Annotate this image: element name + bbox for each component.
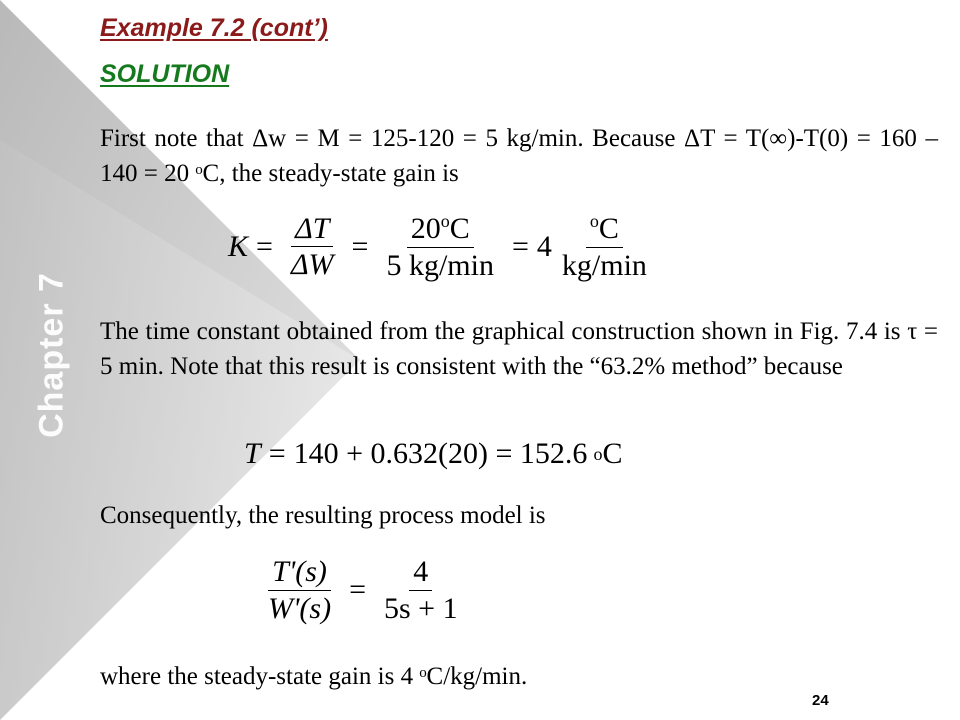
gain-symbol: K bbox=[228, 229, 249, 263]
value-fraction: $\frac{20^oC}{5 kg/\min}$ bbox=[386, 211, 494, 282]
page-number: 24 bbox=[812, 692, 829, 709]
process-model-equation: $\frac{T'(s)}{W'(s)}$ = $\frac{4}{5s + 1}$ bbox=[258, 556, 468, 624]
chapter-watermark: Chapter 7 bbox=[32, 272, 71, 438]
unit-fraction: $\frac{^oC}{kg/\min}$ bbox=[561, 211, 647, 282]
paragraph-time-constant: The time constant obtained from the graphical construction shown in Fig. 7.4 is τ = 5 min. Note that this result is consistent with the “63.2% method” because bbox=[100, 318, 938, 380]
model-lhs-fraction: $\frac{T'(s)}{W'(s)}$ bbox=[268, 555, 332, 625]
paragraph-gain-intro: First note that Δw = M = 125-120 = 5 kg/min. Because ΔT = T(∞)-T(0) = 160 – 140 = 20 ᵒC, the steady-state gain is bbox=[100, 125, 938, 187]
delta-fraction: $\frac{\Delta T}{\Delta W}$ bbox=[290, 211, 334, 281]
model-rhs-fraction: $\frac{4}{5s + 1}$ bbox=[383, 555, 458, 625]
paragraph-conclusion: where the steady-state gain is 4 ᵒC/kg/min. bbox=[100, 663, 528, 690]
paragraph-model-intro: Consequently, the resulting process model is bbox=[100, 502, 546, 529]
gain-equation: K = $\frac{\Delta T}{\Delta W}$ = $\frac{20^oC}{5 kg/\min}$ = 4 $\frac{^oC}{kg/\min}$ bbox=[228, 212, 657, 281]
temperature-equation: T = 140 + 0.632(20) = 152.6 o C bbox=[244, 437, 623, 470]
slide-title: Example 7.2 (cont’) bbox=[100, 14, 328, 42]
gain-coefficient: 4 bbox=[536, 229, 552, 263]
solution-heading: SOLUTION bbox=[100, 60, 230, 88]
